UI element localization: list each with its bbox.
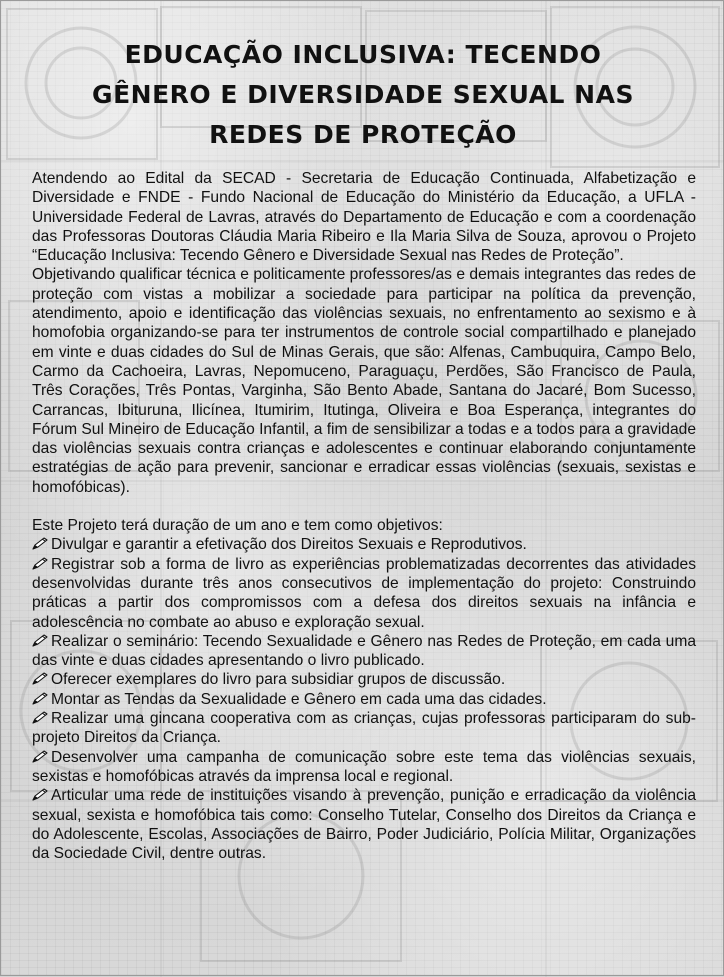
objective-text: Registrar sob a forma de livro as experiências problematizadas decorrentes das atividades desenvolvidas durante três anos consecutivos de implementação do projeto: Construindo práticas a partir dos compromissos com a defesa dos direitos sexuais na infância e adolescência no combate ao abuso e exploração sexual.	[32, 555, 696, 631]
objective-paragraph: Objetivando qualificar técnica e politicamente professores/as e demais integrantes das redes de proteção com vistas a mobilizar a sociedade para participar na política da prevenção, atendimento, apoio e identificação das violências sexuais, no enfrentamento ao sexismo e à homofobia organizando-se para ter instrumentos de controle social compartilhado e planejado em vinte e duas cidades do Sul de Minas Gerais, que são: Alfenas, Cambuquira, Campo Belo, Carmo da Cachoeira, Lavras, Nepomuceno, Paraguaçu, Perdões, São Francisco de Paula, Três Corações, Três Pontas, Varginha, São Bento Abade, Santana do Jacaré, Bom Sucesso, Carrancas, Ibituruna, Ilicínea, Itumirim, Itutinga, Oliveira e Boa Esperança, integrantes do Fórum Sul Mineiro de Educação Infantil, a fim de sensibilizar a todas e a todos para a gravidade das violências sexuais contra crianças e adolescentes e continuar elaborando conjuntamente estratégias de ação para prevenir, sancionar e erradicar essas violências (sexuais, sexistas e homofóbicas).	[32, 266, 696, 496]
objective-text: Realizar uma gincana cooperativa com as crianças, cujas professoras participaram do sub-projeto Direitos da Criança.	[32, 710, 696, 747]
paragraph-spacer	[32, 497, 696, 516]
objective-text: Divulgar e garantir a efetivação dos Direitos Sexuais e Reprodutivos.	[51, 536, 527, 554]
objectives-intro: Este Projeto terá duração de um ano e tem como objetivos:	[32, 517, 443, 535]
pencil-icon	[32, 692, 49, 705]
objective-text: Oferecer exemplares do livro para subsidiar grupos de discussão.	[51, 671, 506, 689]
objective-text: Realizar o seminário: Tecendo Sexualidade e Gênero nas Redes de Proteção, em cada uma das vinte e duas cidades apresentando o livro publicado.	[32, 632, 696, 670]
intro-paragraph: Atendendo ao Edital da SECAD - Secretaria de Educação Continuada, Alfabetização e Diversidade e FNDE - Fundo Nacional de Educação do Ministério da Educação, a UFLA - Universidade Federal de Lavras, através do Departamento de Educação e com a coordenação das Professoras Doutoras Cláudia Maria Ribeiro e Ila Maria Silva de Souza, aprovou o Projeto “Educação Inclusiva: Tecendo Gênero e Diversidade Sexual nas Redes de Proteção”.	[32, 170, 696, 265]
objective-item	[32, 632, 696, 671]
title-line-3: REDES DE PROTEÇÃO	[209, 120, 517, 149]
objective-item	[32, 535, 696, 554]
objective-item	[32, 786, 696, 863]
page-title	[21, 35, 705, 155]
title-line-2: GÊNERO E DIVERSIDADE SEXUAL NAS	[92, 80, 634, 109]
objective-item	[32, 709, 696, 748]
pencil-icon	[32, 634, 49, 647]
objectives-list	[32, 535, 696, 863]
pencil-icon	[32, 557, 49, 570]
objective-item	[32, 690, 696, 709]
pencil-icon	[32, 672, 49, 685]
pencil-icon	[32, 750, 49, 763]
objective-item	[32, 670, 696, 689]
objective-item	[32, 748, 696, 787]
objective-text: Montar as Tendas da Sexualidade e Gênero em cada uma das cidades.	[51, 690, 547, 708]
pencil-icon	[32, 537, 49, 550]
title-line-1: EDUCAÇÃO INCLUSIVA: TECENDO	[124, 40, 602, 69]
objective-text: Desenvolver uma campanha de comunicação sobre este tema das violências sexuais, sexistas e homofóbicas através da imprensa local e regional.	[32, 748, 696, 785]
objective-text: Articular uma rede de instituições visando à prevenção, punição e erradicação da violência sexual, sexista e homofóbica tais como: Conselho Tutelar, Conselho dos Direitos da Criança e do Adolescente, Escolas, Associações de Bairro, Poder Judiciário, Polícia Militar, Organizações da Sociedade Civil, dentre outras.	[32, 787, 696, 863]
body-text	[32, 169, 696, 863]
pencil-icon	[32, 711, 49, 724]
pencil-icon	[32, 788, 49, 801]
objective-item	[32, 555, 696, 632]
